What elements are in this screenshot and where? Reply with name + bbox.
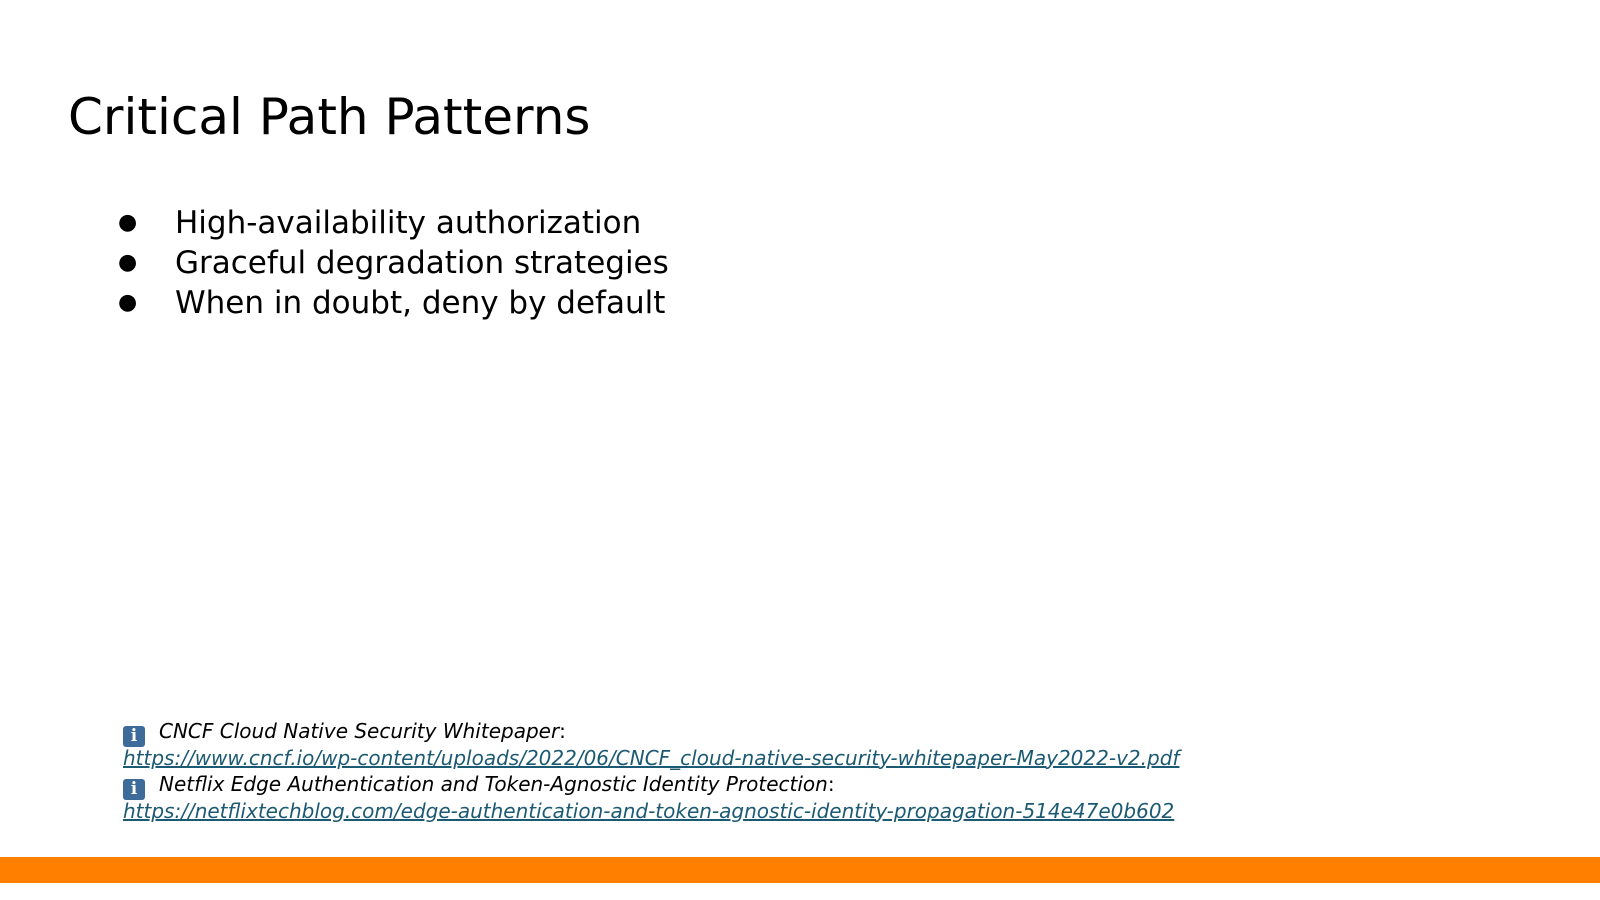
bullet-text: When in doubt, deny by default — [175, 285, 666, 321]
reference-title-line — [123, 718, 1179, 745]
reference-separator: : — [559, 719, 566, 743]
bullet-text: Graceful degradation strategies — [175, 245, 669, 281]
reference-link[interactable]: https://netflixtechblog.com/edge-authentication-and-token-agnostic-identity-propagation-514e47e0b602 — [123, 798, 1175, 823]
slide-title: Critical Path Patterns — [68, 88, 591, 146]
reference-title: Netflix Edge Authentication and Token-Agnostic Identity Protection — [159, 772, 828, 796]
footer-accent-bar — [0, 857, 1600, 883]
reference-title: CNCF Cloud Native Security Whitepaper — [159, 719, 560, 743]
reference-link-line — [123, 745, 1179, 772]
references — [123, 718, 1179, 824]
bullet-dot-icon: ● — [118, 250, 138, 275]
bullet-text: High-availability authorization — [175, 205, 642, 241]
reference-link-line — [123, 798, 1179, 825]
bullet-dot-icon: ● — [118, 210, 138, 235]
info-icon: i — [123, 779, 145, 800]
reference-title-line — [123, 771, 1179, 798]
reference-separator: : — [827, 772, 835, 796]
reference-link[interactable]: https://www.cncf.io/wp-content/uploads/2022/06/CNCF_cloud-native-security-whitepaper-May2022-v2.pdf — [123, 745, 1180, 770]
info-icon: i — [123, 726, 145, 747]
bullet-dot-icon: ● — [118, 290, 138, 315]
